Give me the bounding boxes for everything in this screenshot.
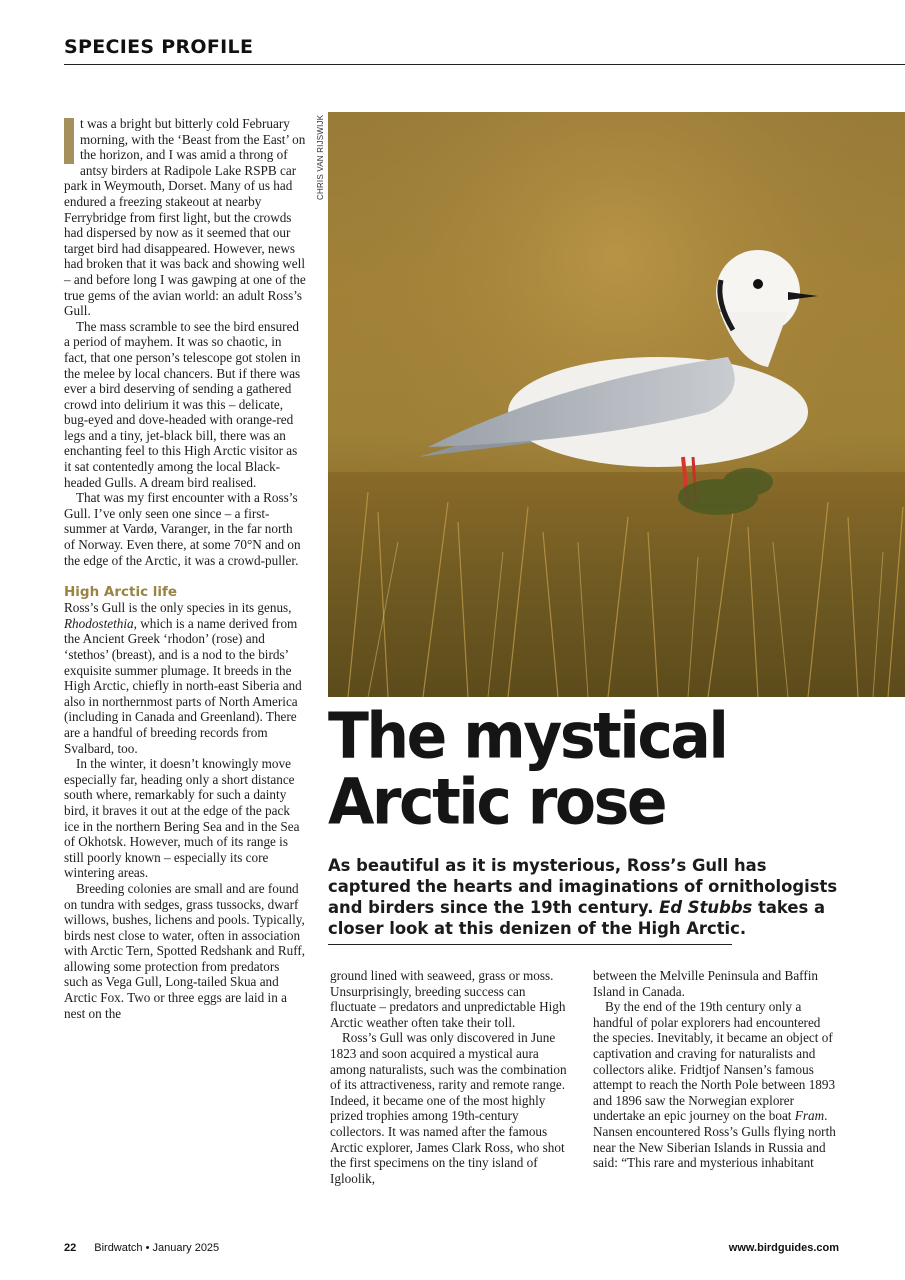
- ross-gull-photo: [328, 112, 905, 697]
- photo-credit: CHRIS VAN RIJSWIJK: [316, 114, 325, 200]
- article-column-1: [64, 116, 306, 1021]
- paragraph: That was my first encounter with a Ross’s Gull. I’ve only seen one since – a first-summer at Vardø, Varanger, in the far north of Norway. Even there, at some 70°N and on the edge of the Arctic, it was a crowd-puller.: [64, 490, 301, 568]
- paragraph: Breeding colonies are small and are found on tundra with sedges, grass tussocks, dwarf willows, bushes, lichens and pools. Typically, birds nest close to water, often in association with Arctic Tern, Spotted Redshank and Ruff, allowing some protection from predators such as Vega Gull, Long-tailed Skua and Arctic Fox. Two or three eggs are laid in a nest on the: [64, 880, 306, 1021]
- gull-illustration: [328, 112, 905, 697]
- section-label: SPECIES PROFILE: [64, 36, 254, 58]
- paragraph: By the end of the 19th century only a handful of polar explorers had encountered the species. Inevitably, it became an object of captivation and craving for naturalists and collectors alike. Fridtjof Nansen’s famous attempt to reach the North Pole between 1893 and 1896 saw the Norwegian explorer undertake an epic journey on the boat Fram. Nansen encountered Ross’s Gulls flying north near the New Siberian Islands in Russia and said: “This rare and mysterious inhabitant: [593, 999, 836, 1171]
- dropcap-bar: [64, 118, 74, 164]
- footer-url[interactable]: www.birdguides.com: [728, 1242, 839, 1254]
- paragraph: t was a bright but bitterly cold February morning, with the ‘Beast from the East’ on the horizon, and I was amid a throng of antsy birders at Radipole Lake RSPB car park in Weymouth, Dorset. Many of us had endured a freezing stakeout at nearby Ferrybridge from first light, but the crowds had dispersed by now as it seemed that our target bird had disappeared. However, news had broken that it was back and showing well – and before long I was gawping at one of the true gems of the avian world: an adult Ross’s Gull.: [64, 116, 306, 319]
- article-column-2: [330, 968, 574, 1186]
- paragraph: In the winter, it doesn’t knowingly move especially far, heading only a short distance south where, remarkably for such a dainty bird, it braves it out at the edge of the pack ice in the northern Bering Sea and in the Sea of Okhotsk. However, much of its range is still poorly known – especially its core wintering areas.: [64, 756, 300, 881]
- paragraph: Ross’s Gull is the only species in its genus, Rhodostethia, which is a name derived from the Ancient Greek ‘rhodon’ (rose) and ‘stethos’ (breast), and is a nod to the birds’ exquisite summer plumage. It breeds in the High Arctic, chiefly in north-east Siberia and also in northernmost parts of North America (including in Canada and Greenland). There are a handful of breeding records from Svalbard, too.: [64, 600, 302, 756]
- paragraph: The mass scramble to see the bird ensured a period of mayhem. It was so chaotic, in fact, that one person’s telescope got stolen in the melee by local chancers. But if there was ever a bird deserving of sending a gathered crowd into delirium it was this – delicate, bug-eyed and dove-headed with orange-red legs and a tiny, jet-black bill, there was an enchanting feel to this High Arctic visitor as it sat contentedly among the local Black-headed Gulls. A dream bird realised.: [64, 318, 301, 490]
- paragraph: between the Melville Peninsula and Baffin Island in Canada.: [593, 968, 818, 999]
- paragraph: ground lined with seaweed, grass or moss. Unsurprisingly, breeding success can fluctuate – predators and unpredictable High Arctic weather often take their toll.: [330, 968, 566, 1030]
- standfirst-rule: [328, 944, 732, 945]
- subheading: High Arctic life: [64, 584, 178, 601]
- standfirst: As beautiful as it is mysterious, Ross’s Gull has captured the hearts and imaginations of ornithologists and birders since the 19th century. Ed Stubbs takes a closer look at this denizen of the High Arctic.: [328, 856, 838, 938]
- author-name: Ed Stubbs: [659, 898, 753, 917]
- footer-left: [64, 1242, 219, 1254]
- headline: The mystical Arctic rose: [328, 699, 727, 840]
- article-column-3: [593, 968, 837, 1171]
- header-rule: [64, 64, 905, 65]
- issue-info: Birdwatch • January 2025: [94, 1242, 220, 1254]
- paragraph: Ross’s Gull was only discovered in June 1823 and soon acquired a mystical aura among naturalists, such was the combination of its attractiveness, rarity and remote range. Indeed, it became one of the most highly prized trophies among 19th-century collectors. It was named after the famous Arctic explorer, James Clark Ross, who shot the first specimens on the tiny island of Igloolik,: [330, 1030, 567, 1186]
- page-number: 22: [64, 1242, 77, 1254]
